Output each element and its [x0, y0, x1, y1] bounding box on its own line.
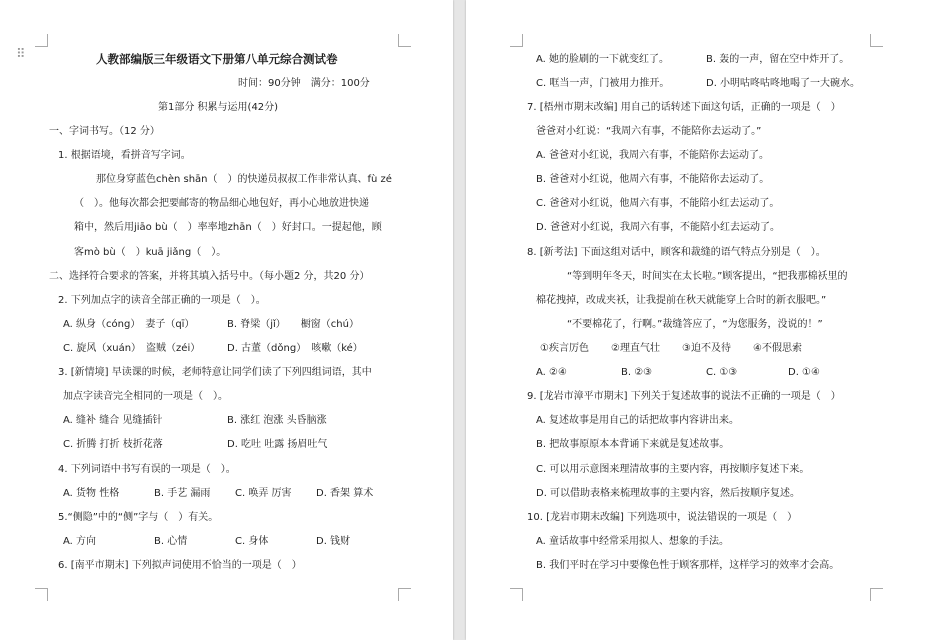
option-b: B. 心情 [154, 536, 188, 547]
option-a: A. 她的脸刷的一下就变红了。 [536, 54, 670, 65]
option-d: D. 钱财 [316, 536, 351, 547]
option-d: D. 可以借助表格来梳理故事的主要内容，然后按顺序复述。 [536, 488, 801, 499]
crop-mark [510, 34, 523, 47]
option-a: A. 货物 性格 [63, 488, 120, 499]
option-a: A. ②④ [536, 367, 567, 378]
option-a: A. 缝补 缝合 见缝插针 [63, 415, 163, 426]
question-text: 那位身穿蓝色chèn shān（ ）的快递员叔叔工作非常认真、fù zé [96, 174, 392, 185]
crop-mark [35, 588, 48, 601]
option-d: D. ①④ [788, 367, 820, 378]
option-b: B. 手艺 漏雨 [154, 488, 211, 499]
crop-mark [510, 588, 523, 601]
crop-mark [35, 34, 48, 47]
option-b: B. 轰的一声，留在空中炸开了。 [706, 54, 850, 65]
option-b: B. 把故事原原本本背诵下来就是复述故事。 [536, 439, 730, 450]
question-stem: 10. [龙岩市期末改编] 下列选项中，说法错误的一项是（ ） [527, 512, 798, 523]
question-stem: 2. 下列加点字的读音全部正确的一项是（ ）。 [58, 295, 266, 306]
choice-item: ③迫不及待 [682, 343, 731, 354]
option-b: B. 涨红 泡涨 头昏脑涨 [227, 415, 327, 426]
choice-item: ④不假思索 [753, 343, 802, 354]
question-stem: 3. [新情境] 早读课的时候，老师特意让同学们读了下列四组词语，其中 [58, 367, 372, 378]
question-stem: 4. 下列词语中书写有误的一项是（ ）。 [58, 464, 236, 475]
option-b: B. 我们平时在学习中要像色性于顾客那样，这样学习的效率才会高。 [536, 560, 840, 571]
option-b: B. 爸爸对小红说，他周六有事，不能陪你去运动了。 [536, 174, 770, 185]
option-b: B. 脊梁（jǐ） 橱窗（chú） [227, 319, 359, 330]
page-title: 人教部编版三年级语文下册第八单元综合测试卷 [96, 52, 338, 66]
option-d: D. 小明咕咚咕咚地喝了一大碗水。 [706, 78, 861, 89]
choice-item: ①疾言厉色 [540, 343, 589, 354]
document-page-left [0, 0, 453, 640]
question-text: “等到明年冬天，时间实在太长啦。”顾客提出，“把我那棉袄里的 [567, 271, 848, 282]
crop-mark [398, 34, 411, 47]
option-d: D. 吃吐 吐露 扬眉吐气 [227, 439, 328, 450]
option-d: D. 香架 算术 [316, 488, 374, 499]
option-d: D. 爸爸对小红说，我周六有事，不能陪小红去运动了。 [536, 222, 781, 233]
option-c: C. 旋风（xuán） 盗贼（zéi） [63, 343, 201, 354]
crop-mark [398, 588, 411, 601]
option-c: C. 唤弄 厉害 [235, 488, 292, 499]
question-stem: 9. [龙岩市漳平市期末] 下列关于复述故事的说法不正确的一项是（ ） [527, 391, 841, 402]
option-c: C. ①③ [706, 367, 738, 378]
drag-handle-icon[interactable]: ⠿ [16, 47, 27, 62]
section-heading: 二、选择符合要求的答案，并将其填入括号中。（每小题2 分，共20 分） [49, 271, 370, 282]
question-text: 客mò bù（ ）kuā jiǎng（ ）。 [74, 247, 227, 258]
option-c: C. 哐当一声，门被用力推开。 [536, 78, 670, 89]
exam-info: 时间：90分钟 满分：100分 [238, 78, 370, 89]
question-text: 棉花拽掉，改成夹袄，让我提前在秋天就能穿上合时的新衣服吧。” [536, 295, 827, 306]
question-text: “不要棉花了，行啊。”裁缝答应了，“为您服务，没说的！” [567, 319, 823, 330]
option-a: A. 方向 [63, 536, 97, 547]
option-c: C. 可以用示意图来理清故事的主要内容，再按顺序复述下来。 [536, 464, 810, 475]
question-stem: 7. [梧州市期末改编] 用自己的话转述下面这句话，正确的一项是（ ） [527, 102, 841, 113]
option-a: A. 爸爸对小红说，我周六有事，不能陪你去运动了。 [536, 150, 770, 161]
question-stem: 5.“侧隐”中的“侧”字与（ ）有关。 [58, 512, 219, 523]
option-a: A. 复述故事是用自己的话把故事内容讲出来。 [536, 415, 740, 426]
question-stem: 8. [新考法] 下面这组对话中，顾客和裁缝的语气特点分别是（ ）。 [527, 247, 826, 258]
question-text: 箱中，然后用jiāo bù（ ）率率地zhān（ ）好封口。一提起他，顾 [74, 222, 382, 233]
question-quote: 爸爸对小红说：“我周六有事，不能陪你去运动了。” [536, 126, 762, 137]
document-page-right [466, 0, 949, 640]
option-a: A. 童话故事中经常采用拟人、想象的手法。 [536, 536, 730, 547]
crop-mark [870, 588, 883, 601]
question-text: （ ）。他每次都会把要邮寄的物品细心地包好，再小心地放进快递 [74, 198, 369, 209]
choice-item: ②理直气壮 [611, 343, 660, 354]
option-c: C. 身体 [235, 536, 269, 547]
section-heading: 一、字词书写。（12 分） [49, 126, 160, 137]
question-stem: 1. 根据语境，看拼音写字词。 [58, 150, 191, 161]
option-c: C. 爸爸对小红说，他周六有事，不能陪小红去运动了。 [536, 198, 780, 209]
option-d: D. 古董（dǒng） 咳嗽（ké） [227, 343, 363, 354]
option-c: C. 折腾 打折 枝折花落 [63, 439, 163, 450]
option-a: A. 纵身（cóng） 妻子（qī） [63, 319, 195, 330]
question-text: 加点字读音完全相同的一项是（ ）。 [63, 391, 228, 402]
question-stem: 6. [南平市期末] 下列拟声词使用不恰当的一项是（ ） [58, 560, 302, 571]
crop-mark [870, 34, 883, 47]
option-b: B. ②③ [621, 367, 653, 378]
part-heading: 第1部分 积累与运用(42分) [158, 102, 279, 113]
